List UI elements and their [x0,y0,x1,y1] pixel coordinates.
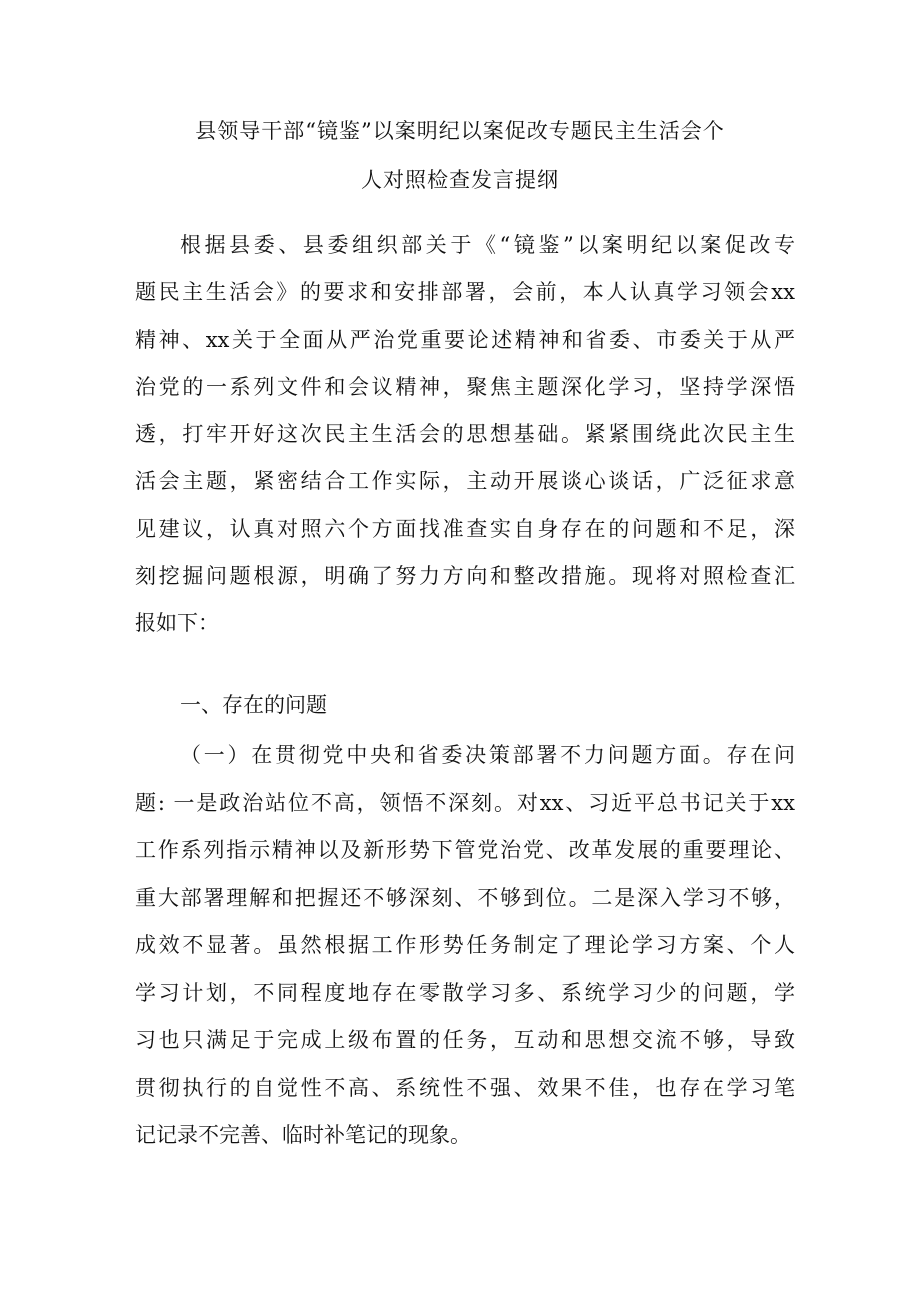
section-heading: 一、存在的问题 [180,693,327,717]
document-title-line-1: 县领导干部“镜鉴”以案明纪以案促改专题民主生活会个 [195,119,725,143]
intro-line-4: 治党的一系列文件和会议精神，聚焦主题深化学习，坚持学深悟 [135,375,795,399]
intro-line-1: 根据县委、县委组织部关于《“镜鉴”以案明纪以案促改专 [180,233,795,257]
subsection-line-9: 记记录不完善、临时补笔记的现象。 [135,1123,471,1147]
intro-line-3: 精神、xx关于全面从严治党重要论述精神和省委、市委关于从严 [135,328,795,352]
intro-line-5: 透，打牢开好这次民主生活会的思想基础。紧紧围绕此次民主生 [135,422,795,446]
subsection-line-4: 重大部署理解和把握还不够深刻、不够到位。二是深入学习不够， [135,886,795,910]
subsection-line-1: （一）在贯彻党中央和省委决策部署不力问题方面。存在问 [180,743,795,767]
subsection-line-8: 贯彻执行的自觉性不高、系统性不强、效果不佳，也存在学习笔 [135,1076,795,1100]
intro-line-6: 活会主题，紧密结合工作实际，主动开展谈心谈话，广泛征求意 [135,469,795,493]
intro-line-8: 刻挖掘问题根源，明确了努力方向和整改措施。现将对照检查汇 [135,564,795,588]
document-title-line-2: 人对照检查发言提纲 [361,168,559,192]
subsection-line-3: 工作系列指示精神以及新形势下管党治党、改革发展的重要理论、 [135,838,795,862]
subsection-line-2: 题: 一是政治站位不高，领悟不深刻。对xx、习近平总书记关于xx [135,791,795,815]
intro-line-9: 报如下： [135,611,219,635]
intro-line-2: 题民主生活会》的要求和安排部署，会前，本人认真学习领会xx [135,280,795,304]
subsection-line-5: 成效不显著。虽然根据工作形势任务制定了理论学习方案、个人 [135,933,795,957]
subsection-line-6: 学习计划，不同程度地存在零散学习多、系统学习少的问题，学 [135,981,795,1005]
intro-line-7: 见建议，认真对照六个方面找准查实自身存在的问题和不足，深 [135,517,795,541]
subsection-line-7: 习也只满足于完成上级布置的任务，互动和思想交流不够，导致 [135,1028,795,1052]
